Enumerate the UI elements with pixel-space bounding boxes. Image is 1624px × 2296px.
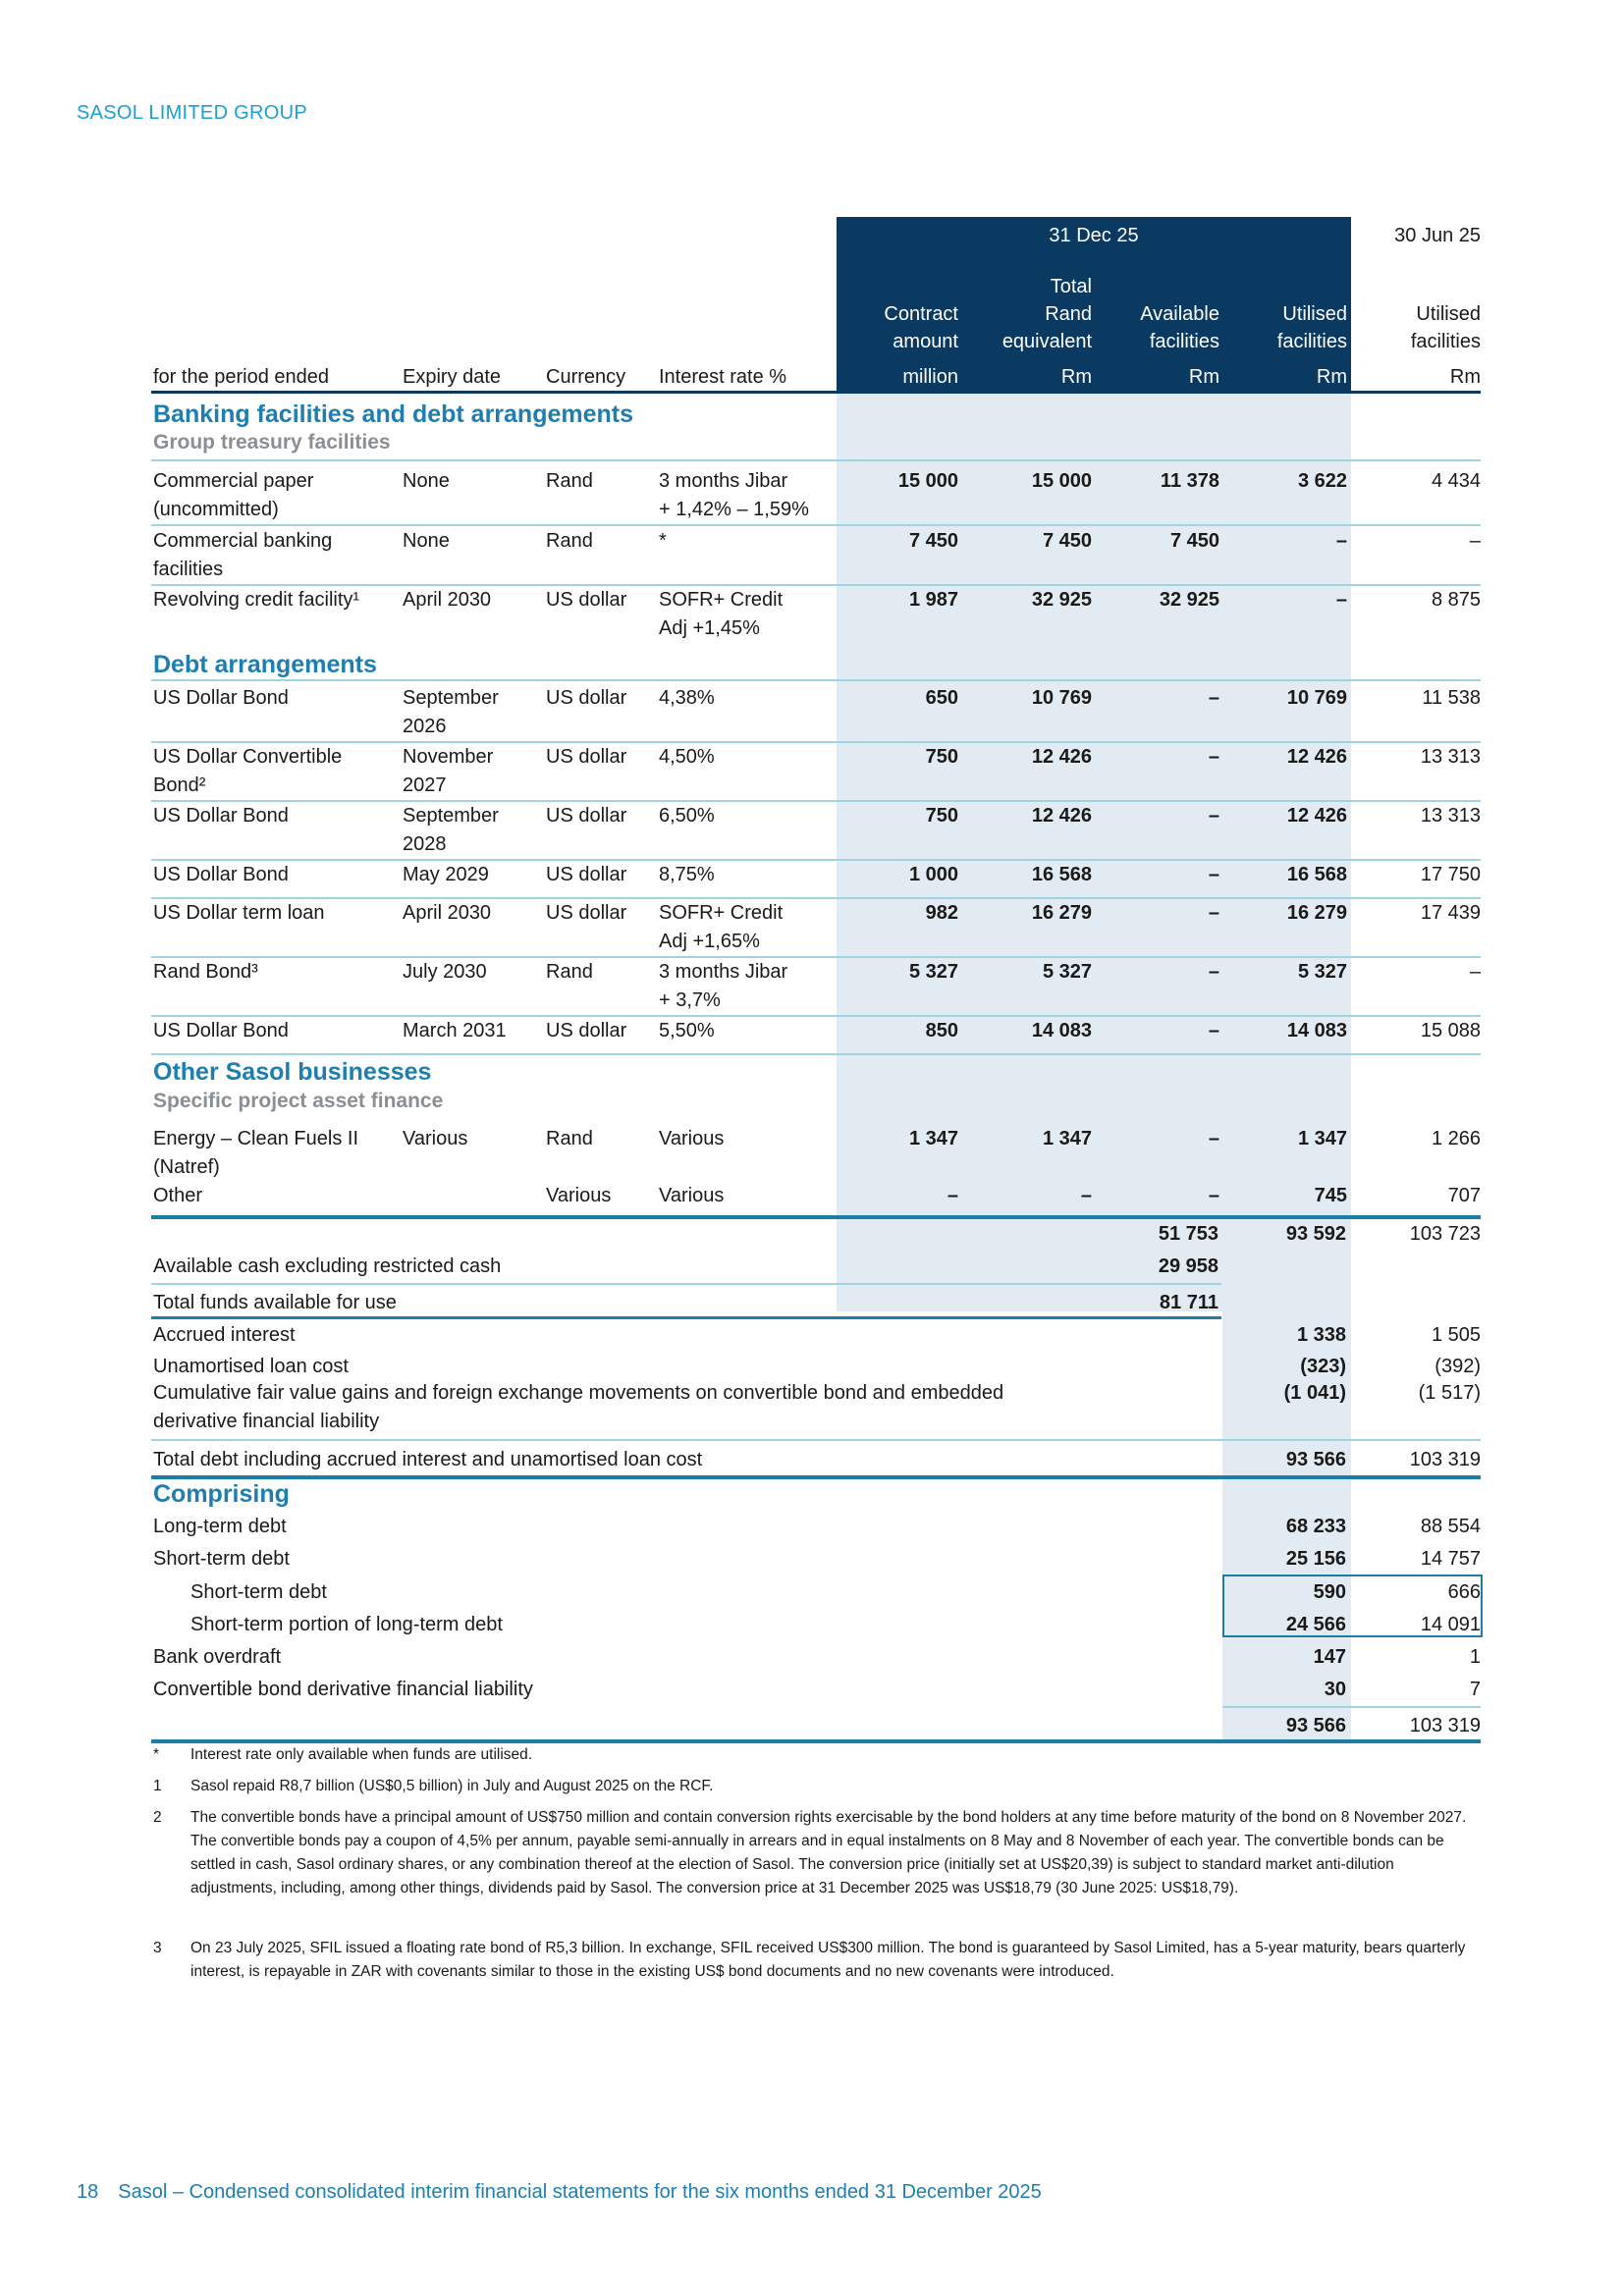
row-value: 5 327	[1042, 961, 1092, 983]
footnote-mark: 1	[153, 1778, 162, 1794]
total-prior: 103 723	[1409, 1223, 1481, 1245]
row-interest-rate	[659, 684, 836, 713]
row-value: 8 875	[1431, 589, 1481, 611]
row-rate-line: Adj +1,65%	[659, 931, 760, 952]
row-expiry-line: None	[403, 530, 450, 552]
table-row	[151, 527, 1481, 586]
section-debt-title: Debt arrangements	[153, 651, 377, 678]
comprising-total-current: 93 566	[1285, 1715, 1346, 1736]
left-header-expiry: Expiry date	[403, 366, 502, 388]
table-row	[151, 1017, 1481, 1055]
unit-prior: Rm	[1449, 366, 1481, 388]
adjustment-label-line: Accrued interest	[153, 1324, 296, 1346]
row-value: 1 347	[908, 1128, 958, 1149]
comprising-label: Long-term debt	[153, 1516, 287, 1537]
total-debt-prior: 103 319	[1409, 1449, 1481, 1470]
row-name-line: Other	[153, 1185, 203, 1206]
row-value: 7 450	[908, 530, 958, 552]
section-banking-title: Banking facilities and debt arrangements	[153, 400, 634, 428]
row-currency: US dollar	[546, 687, 627, 709]
row-name-line: (Natref)	[153, 1156, 220, 1178]
row-value: –	[1335, 589, 1347, 611]
col-header-line: equivalent	[1001, 331, 1092, 352]
row-value: 1 266	[1431, 1128, 1481, 1149]
row-expiry	[403, 899, 540, 928]
row-interest-rate	[659, 743, 836, 772]
footnote-text: On 23 July 2025, SFIL issued a floating rate bond of R5,3 billion. In exchange, SFIL received US$300 million. The bond is guaranteed by Sasol Limited, has a 5-year maturity, bears quarterly interest, is repayable in ZAR with covenants similar to those in the existing US$ bond documents and no new covenants were introduced.	[190, 1940, 1466, 1980]
col-header-line: Rand	[1045, 303, 1092, 325]
col-header-line: Available	[1140, 303, 1219, 325]
row-value: 16 279	[1286, 902, 1347, 924]
row-expiry-line: May 2029	[403, 864, 489, 885]
row-interest-rate	[659, 1182, 836, 1210]
row-currency: Rand	[546, 530, 593, 552]
section-other-title: Other Sasol businesses	[153, 1058, 432, 1086]
row-value: 16 279	[1031, 902, 1092, 924]
col-header-line: amount	[893, 331, 958, 352]
row-value: –	[947, 1185, 958, 1206]
row-name-line: (uncommitted)	[153, 499, 279, 520]
row-value: 16 568	[1286, 864, 1347, 885]
row-rule	[151, 1053, 1481, 1055]
row-expiry-line: November	[403, 746, 494, 768]
row-value: 745	[1314, 1185, 1347, 1206]
comprising-label: Short-term debt	[153, 1548, 290, 1570]
total-funds-label: Total funds available for use	[153, 1292, 397, 1313]
row-interest-rate	[659, 899, 836, 956]
row-rate-line: Adj +1,45%	[659, 617, 760, 639]
row-currency: Rand	[546, 470, 593, 492]
col-header-line: Utilised	[1282, 303, 1347, 325]
comprising-current: 30	[1324, 1679, 1346, 1700]
row-name	[153, 958, 399, 987]
row-rate-line: + 3,7%	[659, 989, 721, 1011]
short-term-breakdown-box	[1222, 1575, 1483, 1637]
row-interest-rate	[659, 1017, 836, 1045]
row-currency: US dollar	[546, 589, 627, 611]
row-value: –	[1208, 864, 1219, 885]
row-currency: Rand	[546, 961, 593, 983]
rule	[151, 1475, 1481, 1479]
totals-rule	[151, 1215, 1481, 1219]
row-rate-line: 5,50%	[659, 1020, 715, 1041]
rule	[151, 1316, 1221, 1319]
rule	[1222, 1706, 1481, 1708]
comprising-current: 147	[1313, 1646, 1346, 1668]
comprising-prior: 7	[1469, 1679, 1481, 1700]
row-value: 3 622	[1297, 470, 1347, 492]
page-number: 18	[77, 2181, 99, 2203]
row-value: 12 426	[1031, 746, 1092, 768]
row-name-line: Commercial banking	[153, 530, 333, 552]
row-value: 17 439	[1420, 902, 1481, 924]
left-header-currency: Currency	[546, 366, 626, 388]
row-name-line: facilities	[153, 559, 224, 580]
unit-available: Rm	[1188, 366, 1219, 388]
comprising-prior: 14 091	[1420, 1614, 1481, 1635]
adjustment-current: 1 338	[1296, 1324, 1346, 1346]
row-rate-line: *	[659, 530, 667, 552]
rule	[151, 679, 1481, 681]
row-value: 17 750	[1420, 864, 1481, 885]
row-name	[153, 861, 399, 889]
row-value: –	[1208, 805, 1219, 827]
row-expiry-line: 2027	[403, 774, 447, 796]
row-name	[153, 802, 399, 830]
row-name-line: Revolving credit facility¹	[153, 589, 360, 611]
row-expiry	[403, 743, 540, 800]
col-utilised-header	[1223, 300, 1347, 355]
footnote-text: Sasol repaid R8,7 billion (US$0,5 billion) in July and August 2025 on the RCF.	[190, 1778, 714, 1794]
row-value: 12 426	[1031, 805, 1092, 827]
row-rate-line: 4,38%	[659, 687, 715, 709]
row-expiry	[403, 861, 540, 889]
col-utilised-prior-header	[1355, 300, 1481, 355]
adjustment-prior: 1 505	[1431, 1324, 1481, 1346]
row-value: 4 434	[1431, 470, 1481, 492]
col-header-line: facilities	[1149, 331, 1219, 352]
table-row	[151, 1182, 1481, 1210]
row-name-line: US Dollar Bond	[153, 1020, 289, 1041]
row-name-line: US Dollar Convertible	[153, 746, 343, 768]
left-header-rate: Interest rate %	[659, 366, 787, 388]
period-current-label: 31 Dec 25	[1049, 225, 1139, 246]
row-name	[153, 743, 399, 800]
adjustment-label-line: Unamortised loan cost	[153, 1356, 349, 1377]
comprising-current: 25 156	[1285, 1548, 1346, 1570]
comprising-label: Short-term portion of long-term debt	[190, 1614, 503, 1635]
row-value: 1 347	[1042, 1128, 1092, 1149]
row-name-line: US Dollar Bond	[153, 805, 289, 827]
row-expiry-line: 2028	[403, 833, 447, 855]
unit-total: Rm	[1060, 366, 1092, 388]
adjustment-current: (1 041)	[1283, 1382, 1346, 1404]
company-header: SASOL LIMITED GROUP	[77, 102, 308, 124]
row-currency: US dollar	[546, 864, 627, 885]
comprising-prior: 1	[1469, 1646, 1481, 1668]
col-total-rand-header	[962, 273, 1092, 355]
row-value: –	[1208, 1128, 1219, 1149]
row-value: 650	[925, 687, 958, 709]
row-value: 750	[925, 746, 958, 768]
row-expiry	[403, 527, 540, 556]
comprising-prior: 88 554	[1420, 1516, 1481, 1537]
row-expiry	[403, 802, 540, 859]
row-expiry-line: April 2030	[403, 902, 492, 924]
comprising-current: 24 566	[1285, 1614, 1346, 1635]
row-name-line: Commercial paper	[153, 470, 314, 492]
table-row	[151, 958, 1481, 1017]
col-header-line: Utilised	[1416, 303, 1481, 325]
row-value: 32 925	[1159, 589, 1219, 611]
left-header-period: for the period ended	[153, 366, 330, 388]
available-cash-value: 29 958	[1158, 1255, 1218, 1277]
row-value: –	[1208, 746, 1219, 768]
unit-contract: million	[902, 366, 958, 388]
row-value: 15 000	[1031, 470, 1092, 492]
table-row	[151, 743, 1481, 802]
row-expiry	[403, 586, 540, 614]
row-value: 7 450	[1042, 530, 1092, 552]
row-value: 14 083	[1031, 1020, 1092, 1041]
row-rate-line: 3 months Jibar	[659, 470, 788, 492]
total-utilised: 93 592	[1285, 1223, 1346, 1245]
row-name	[153, 527, 399, 584]
row-name	[153, 1017, 399, 1045]
comprising-label: Bank overdraft	[153, 1646, 282, 1668]
row-name-line: Bond²	[153, 774, 206, 796]
row-rate-line: 4,50%	[659, 746, 715, 768]
table-row	[151, 684, 1481, 743]
row-name-line: US Dollar term loan	[153, 902, 325, 924]
row-value: –	[1080, 1185, 1092, 1206]
row-value: –	[1469, 530, 1481, 552]
col-header-line: Contract	[884, 303, 958, 325]
row-expiry-line: 2026	[403, 716, 447, 737]
row-value: –	[1208, 902, 1219, 924]
rule	[151, 1439, 1481, 1441]
total-available: 51 753	[1158, 1223, 1218, 1245]
row-value: 10 769	[1031, 687, 1092, 709]
footnote-mark: 3	[153, 1940, 162, 1956]
row-rate-line: 3 months Jibar	[659, 961, 788, 983]
unit-utilised: Rm	[1316, 366, 1347, 388]
row-value: 12 426	[1286, 805, 1347, 827]
row-value: 707	[1447, 1185, 1481, 1206]
row-interest-rate	[659, 467, 836, 524]
row-name-line: US Dollar Bond	[153, 687, 289, 709]
total-debt-label: Total debt including accrued interest and unamortised loan cost	[153, 1449, 703, 1470]
adjustment-label-line: Cumulative fair value gains and foreign exchange movements on convertible bond and embedded	[153, 1382, 1004, 1404]
row-name-line: US Dollar Bond	[153, 864, 289, 885]
row-expiry	[403, 1125, 540, 1153]
rule	[151, 1283, 1221, 1285]
row-value: 12 426	[1286, 746, 1347, 768]
table-row	[151, 861, 1481, 899]
adjustment-label	[153, 1353, 1194, 1381]
row-currency: US dollar	[546, 805, 627, 827]
row-name	[153, 684, 399, 713]
row-rate-line: SOFR+ Credit	[659, 902, 784, 924]
row-value: 11 538	[1422, 687, 1481, 709]
row-value: –	[1208, 687, 1219, 709]
row-expiry	[403, 684, 540, 741]
row-value: 1 347	[1297, 1128, 1347, 1149]
table-row	[151, 467, 1481, 526]
row-currency: Rand	[546, 1128, 593, 1149]
row-interest-rate	[659, 586, 836, 643]
row-value: 13 313	[1420, 805, 1481, 827]
comprising-current: 68 233	[1285, 1516, 1346, 1537]
row-name	[153, 1125, 399, 1182]
footnote-mark: *	[153, 1746, 160, 1763]
row-expiry-line: September	[403, 687, 499, 709]
section-comprising-title: Comprising	[153, 1480, 290, 1508]
row-value: 10 769	[1286, 687, 1347, 709]
total-funds-value: 81 711	[1159, 1292, 1218, 1313]
row-currency: Various	[546, 1185, 612, 1206]
row-value: 32 925	[1031, 589, 1092, 611]
section-banking-subtitle: Group treasury facilities	[153, 431, 391, 454]
row-currency: US dollar	[546, 746, 627, 768]
row-interest-rate	[659, 861, 836, 889]
row-name	[153, 1182, 399, 1210]
row-interest-rate	[659, 958, 836, 1015]
comprising-current: 590	[1313, 1581, 1346, 1603]
row-name	[153, 586, 399, 614]
footnote-text: The convertible bonds have a principal amount of US$750 million and contain conversion rights exercisable by the bond holders at any time before maturity of the bond on 8 November 2027. The convertible bonds pay a coupon of 4,5% per annum, payable semi-annually in arrears and in equal instalments on 8 May and 8 November of each year. The convertible bonds can be settled in cash, Sasol ordinary shares, or any combination thereof at the election of Sasol. The conversion price (initially set at US$20,39) is subject to standard market anti-dilution adjustments, including, among other things, dividends paid by Sasol. The conversion price at 31 December 2025 was US$18,79 (30 June 2025: US$18,79).	[190, 1809, 1467, 1896]
row-value: –	[1335, 530, 1347, 552]
row-expiry-line: Various	[403, 1128, 468, 1149]
row-value: 1 987	[908, 589, 958, 611]
row-value: –	[1208, 1185, 1219, 1206]
footer-text: Sasol – Condensed consolidated interim financial statements for the six months ended 31 December 2025	[118, 2181, 1042, 2203]
row-value: 750	[925, 805, 958, 827]
adjustment-label-line: derivative financial liability	[153, 1411, 380, 1432]
comprising-label: Short-term debt	[190, 1581, 327, 1603]
row-value: 982	[925, 902, 958, 924]
available-cash-label: Available cash excluding restricted cash	[153, 1255, 502, 1277]
col-available-header	[1096, 300, 1219, 355]
row-expiry-line: September	[403, 805, 499, 827]
row-rate-line: 6,50%	[659, 805, 715, 827]
row-interest-rate	[659, 1125, 836, 1153]
row-currency: US dollar	[546, 1020, 627, 1041]
row-currency: US dollar	[546, 902, 627, 924]
page-footer	[77, 2181, 1042, 2204]
row-value: –	[1208, 1020, 1219, 1041]
row-value: 14 083	[1286, 1020, 1347, 1041]
row-expiry-line: March 2031	[403, 1020, 507, 1041]
row-value: 5 327	[908, 961, 958, 983]
row-value: 13 313	[1420, 746, 1481, 768]
row-value: 15 000	[897, 470, 958, 492]
rule	[151, 459, 1481, 461]
row-expiry	[403, 467, 540, 496]
row-expiry-line: None	[403, 470, 450, 492]
comprising-prior: 666	[1447, 1581, 1481, 1603]
adjustment-label	[153, 1321, 1194, 1350]
row-interest-rate	[659, 527, 836, 556]
table-row	[151, 586, 1481, 645]
row-expiry-line: April 2030	[403, 589, 492, 611]
comprising-label: Convertible bond derivative financial liability	[153, 1679, 533, 1700]
row-rate-line: Various	[659, 1128, 725, 1149]
header-rule	[151, 391, 1481, 394]
row-value: 1 000	[908, 864, 958, 885]
adjustment-label	[153, 1379, 1194, 1436]
row-rate-line: 8,75%	[659, 864, 715, 885]
row-name	[153, 899, 399, 928]
footnote-mark: 2	[153, 1809, 162, 1826]
period-prior-label: 30 Jun 25	[1394, 225, 1481, 246]
table-row	[151, 899, 1481, 958]
comprising-total-prior: 103 319	[1409, 1715, 1481, 1736]
section-other-subtitle: Specific project asset finance	[153, 1090, 444, 1112]
row-value: 5 327	[1297, 961, 1347, 983]
row-value: –	[1469, 961, 1481, 983]
row-rate-line: SOFR+ Credit	[659, 589, 784, 611]
row-value: 11 378	[1160, 470, 1219, 492]
row-expiry-line: July 2030	[403, 961, 487, 983]
adjustment-current: (323)	[1300, 1356, 1346, 1377]
table-row	[151, 802, 1481, 861]
row-interest-rate	[659, 802, 836, 830]
row-name-line: Rand Bond³	[153, 961, 258, 983]
footnote-text: Interest rate only available when funds are utilised.	[190, 1746, 533, 1763]
row-expiry	[403, 1017, 540, 1045]
table-row	[151, 1125, 1481, 1181]
row-rate-line: Various	[659, 1185, 725, 1206]
col-header-line: facilities	[1276, 331, 1347, 352]
adjustment-prior: (1 517)	[1418, 1382, 1481, 1404]
comprising-prior: 14 757	[1420, 1548, 1481, 1570]
row-rule	[151, 524, 1481, 526]
row-expiry	[403, 958, 540, 987]
row-name	[153, 467, 399, 524]
adjustment-prior: (392)	[1435, 1356, 1481, 1377]
row-value: 7 450	[1169, 530, 1219, 552]
row-name-line: Energy – Clean Fuels II	[153, 1128, 358, 1149]
row-value: 850	[925, 1020, 958, 1041]
row-value: –	[1208, 961, 1219, 983]
row-value: 16 568	[1031, 864, 1092, 885]
total-debt-current: 93 566	[1285, 1449, 1346, 1470]
col-header-line: Total	[1050, 276, 1092, 297]
col-header-line: facilities	[1410, 331, 1481, 352]
row-rate-line: + 1,42% – 1,59%	[659, 499, 809, 520]
row-value: 15 088	[1420, 1020, 1481, 1041]
col-contract-amount-header	[840, 300, 958, 355]
